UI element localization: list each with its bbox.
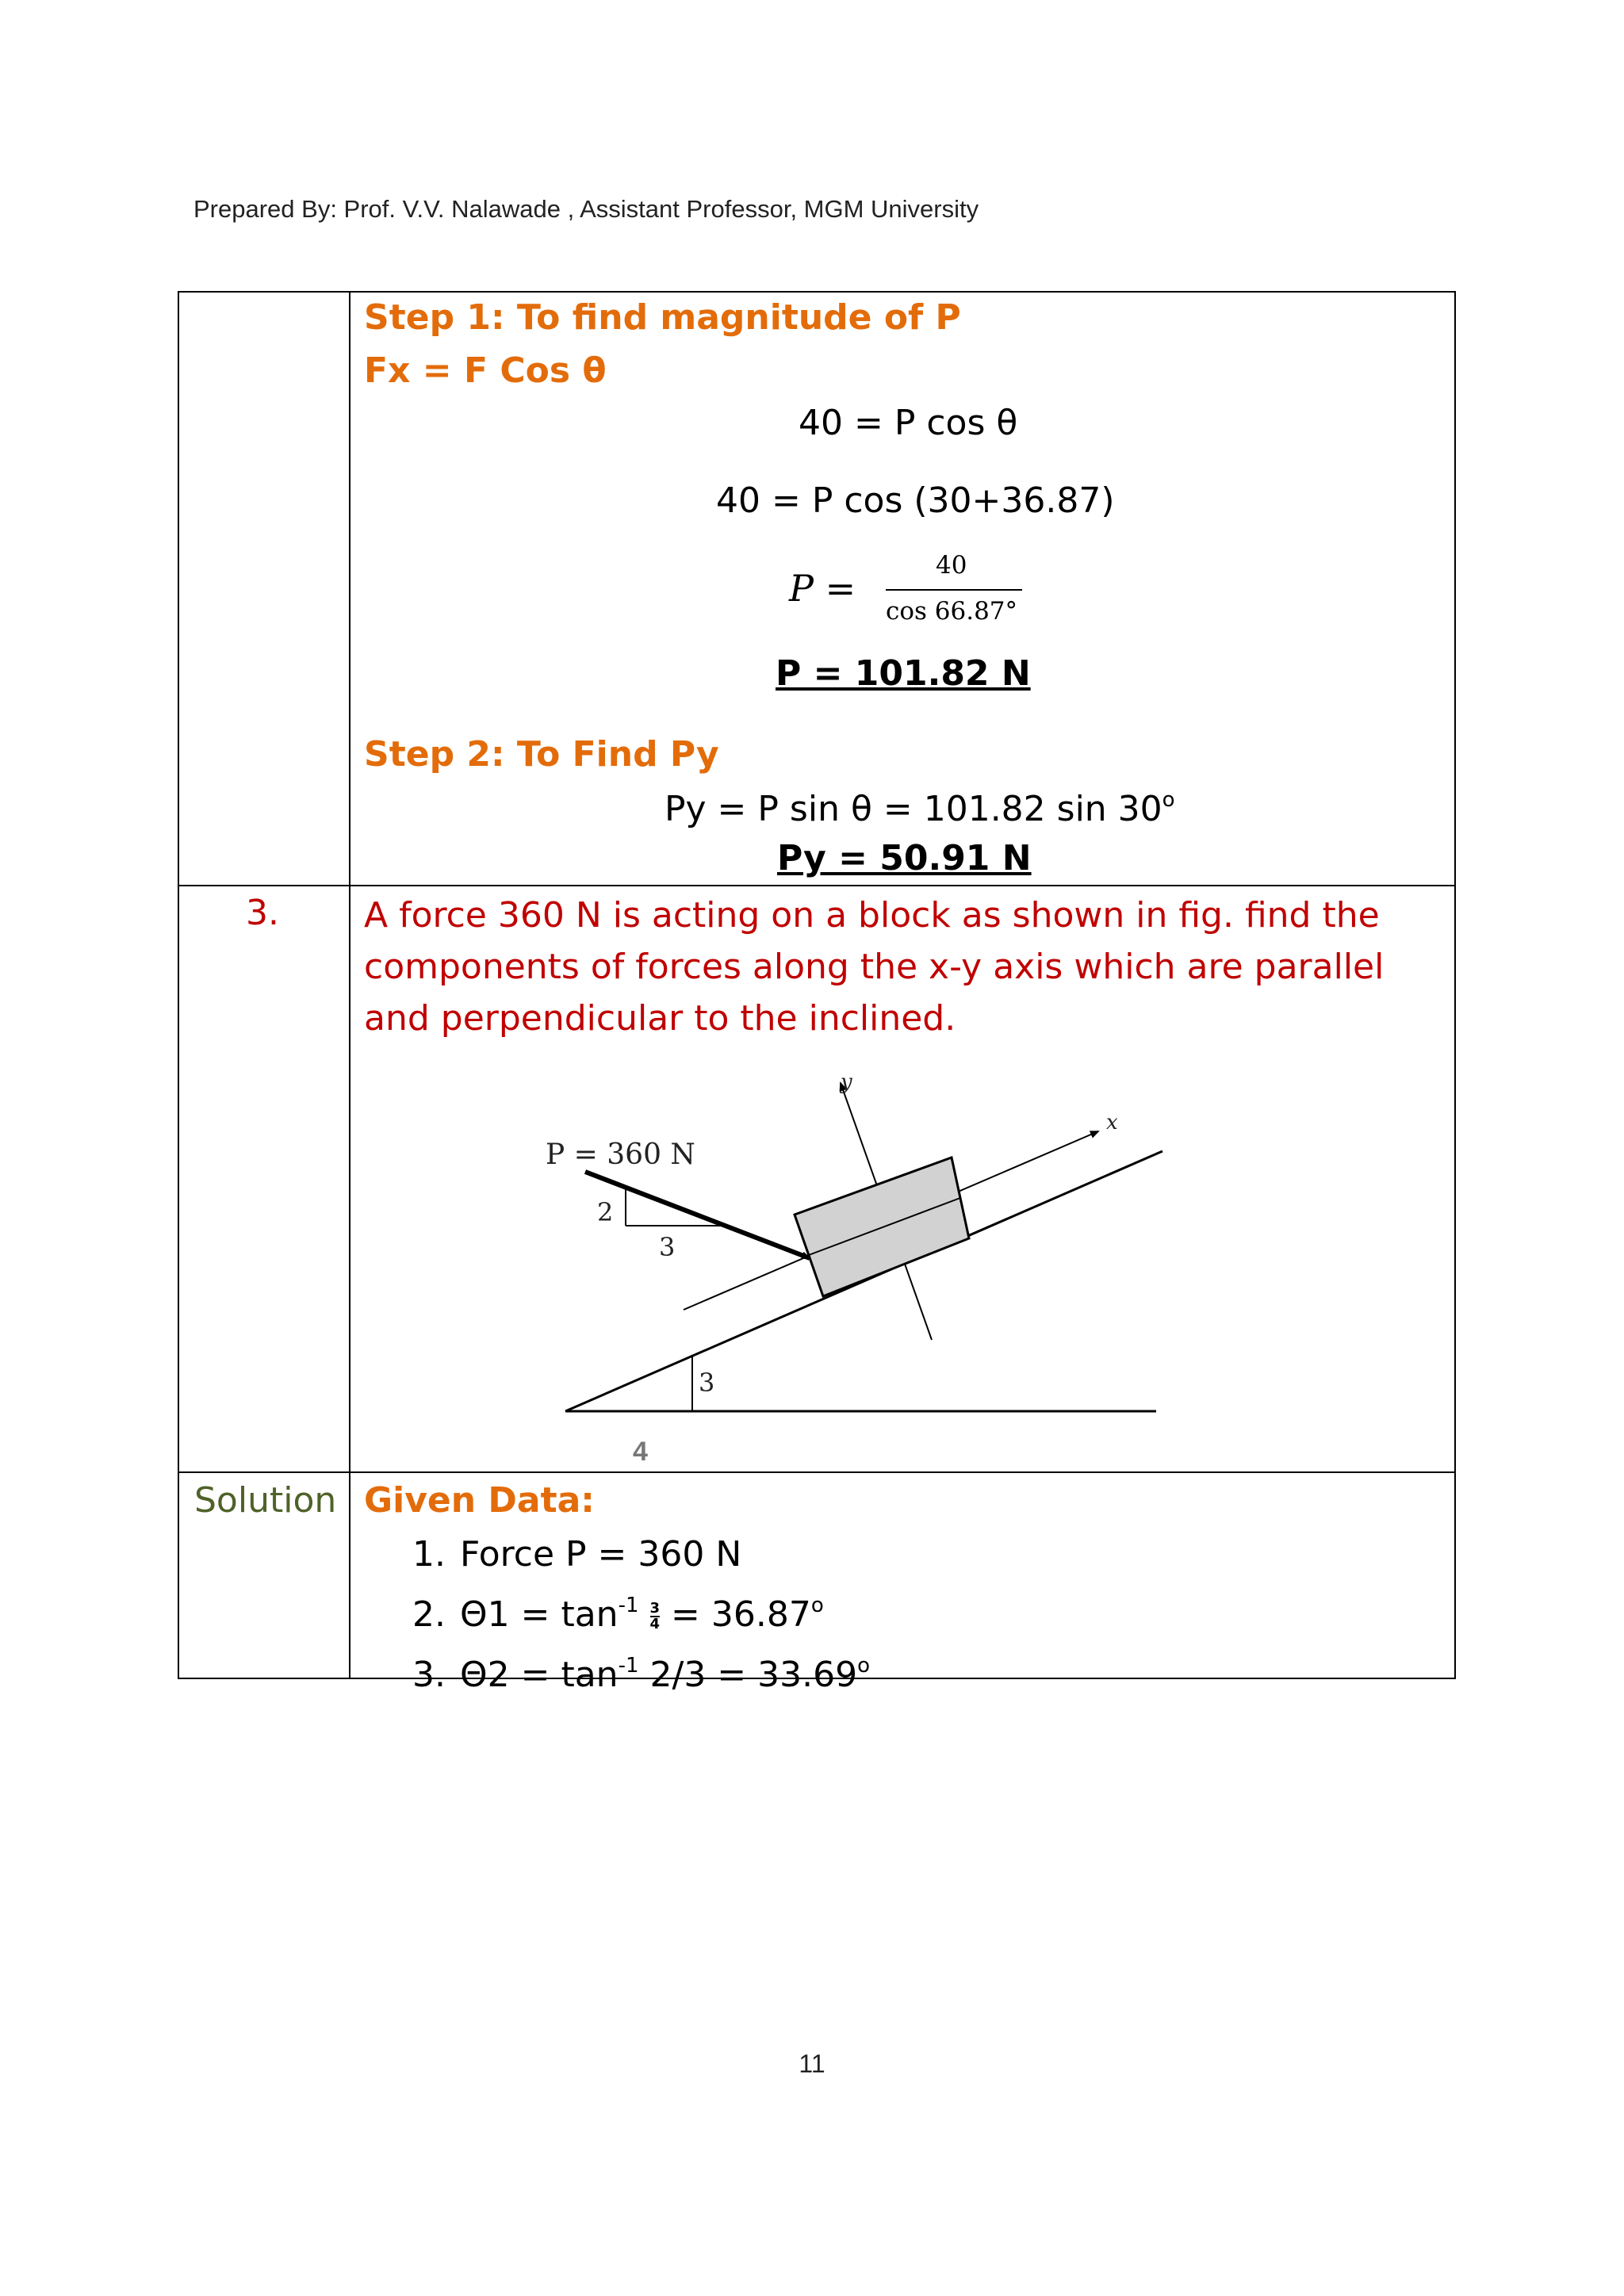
equation-3-text: Py = P sin θ = 101.82 sin 30 xyxy=(665,789,1162,829)
step1-title: Step 1: To find magnitude of P xyxy=(364,297,961,338)
question-line: and perpendicular to the inclined. xyxy=(364,998,956,1039)
superscript: -1 xyxy=(618,1594,639,1617)
question-line: components of forces along the x-y axis which are parallel xyxy=(364,947,1385,987)
item-text: Θ1 = tan xyxy=(460,1594,619,1635)
step2-title: Step 2: To Find Py xyxy=(364,734,719,775)
equation-2: 40 = P cos (30+36.87) xyxy=(716,480,1115,521)
incline-rise-label: 3 xyxy=(699,1368,715,1398)
given-item-2 xyxy=(412,1580,870,1640)
superscript: -1 xyxy=(618,1654,639,1678)
fraction-denominator: cos 66.87° xyxy=(886,597,1018,626)
incline-run-label: 4 xyxy=(633,1437,648,1467)
item-text: Force P = 360 N xyxy=(460,1534,742,1575)
force-rise-label: 2 xyxy=(597,1197,614,1227)
degree-sign: o xyxy=(1162,788,1175,812)
result-py: Py = 50.91 N xyxy=(777,838,1032,878)
fraction-numerator: 40 xyxy=(936,551,967,580)
list-number: 1. xyxy=(412,1534,446,1575)
force-run-label: 3 xyxy=(659,1232,676,1262)
result-p: P = 101.82 N xyxy=(776,653,1031,694)
block xyxy=(795,1158,969,1296)
inline-fraction xyxy=(650,1601,661,1632)
degree-sign: o xyxy=(810,1594,824,1617)
item-text: = 36.87 xyxy=(660,1594,811,1635)
page-header: Prepared By: Prof. V.V. Nalawade , Assistant Professor, MGM University xyxy=(193,195,979,223)
given-data-list xyxy=(412,1529,870,1701)
given-data-title: Given Data: xyxy=(364,1480,595,1521)
question-number: 3. xyxy=(246,893,279,933)
fraction-lhs: P = xyxy=(789,567,856,610)
force-label: P = 360 N xyxy=(546,1138,695,1171)
solution-label: Solution xyxy=(194,1480,337,1521)
list-number: 3. xyxy=(412,1655,446,1695)
given-item-1 xyxy=(412,1529,870,1580)
equation-1: 40 = P cos θ xyxy=(799,403,1018,443)
list-number: 2. xyxy=(412,1594,446,1635)
given-item-3 xyxy=(412,1640,870,1701)
force-arrow xyxy=(585,1172,810,1258)
item-text: Θ2 = tan xyxy=(460,1655,619,1695)
x-axis-label: x xyxy=(1106,1111,1118,1135)
degree-sign: o xyxy=(857,1654,871,1678)
page-number: 11 xyxy=(799,2049,825,2078)
y-axis-label: y xyxy=(841,1070,852,1094)
fraction-numerator: 3 xyxy=(649,1600,661,1617)
formula-fx: Fx = F Cos θ xyxy=(364,350,607,391)
question-line: A force 360 N is acting on a block as shown in fig. find the xyxy=(364,895,1380,936)
item-text: 2/3 = 33.69 xyxy=(638,1655,858,1695)
fraction-denominator: 4 xyxy=(649,1616,661,1632)
